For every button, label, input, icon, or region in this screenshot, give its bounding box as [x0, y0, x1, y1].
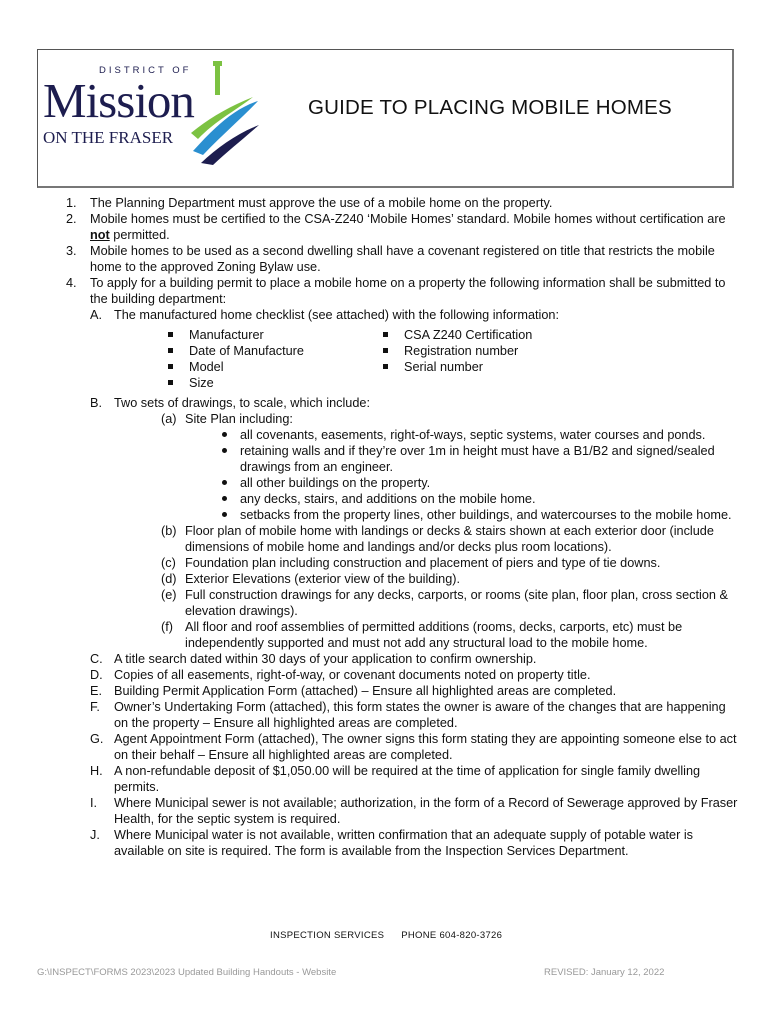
logo-top-text: DISTRICT OF [99, 65, 192, 76]
drawing-item: (d) Exterior Elevations (exterior view of the building). [161, 572, 461, 586]
district-logo [43, 59, 263, 169]
checklist-item: Size [168, 375, 383, 391]
sub-item-i: I. Where Municipal sewer is not available; authorization, in the form of a Record of Sewerage approved by Fraser Health, for the septic system is required. [90, 796, 738, 826]
drawing-item: (f) All floor and roof assemblies of permitted additions (rooms, decks, carports, etc) must be independently supported and must not add any structural load to the mobile home. [161, 620, 683, 650]
document-body [66, 195, 738, 859]
bullet-item: all covenants, easements, right-of-ways, septic systems, water courses and ponds. [220, 427, 738, 443]
logo-bottom-text: ON THE FRASER [43, 128, 174, 147]
tower-icon [215, 65, 220, 95]
footer-revised: REVISED: January 12, 2022 [544, 967, 665, 978]
list-item: 4. To apply for a building permit to place a mobile home on a property the following information shall be submitted to the building department: A. The manufactured home checklist (see attached) with the following information: Manufacturer Date of Manufacture Model Size CSA Z240 Certification Registration number Serial number B. Two sets of drawings, to scale, which include: (a) Site Plan including: all covenants, easements, right-of-ways, septic systems, water courses and ponds. retaining walls and if they’re over 1m in height must have a B1/B2 and signed/sealed drawings from an engineer. all other buildings on the property. any decks, stairs, and additions on the mobile home. setbacks from the property lines, other buildings, and watercourses to the mobile home. (b) Floor plan of mobile home with landings or decks & stairs shown at each exterior door (include dimensions of mobile home and landings and/or decks plus room locations). (c) Foundation plan including construction and placement of piers and type of tie downs. (d) Exterior Elevations (exterior view of the building). (e) Full construction drawings for any decks, carports, or rooms (site plan, floor plan, cross section & elevation drawings). (f) All floor and roof assemblies of permitted additions (rooms, decks, carports, etc) must be independently supported and must not add any structural load to the mobile home. C. A title search dated within 30 days of your application to confirm ownership. D. Copies of all easements, right-of-way, or covenant documents noted on property title. E. Building Permit Application Form (attached) – Ensure all highlighted areas are completed. F. Owner’s Undertaking Form (attached), this form states the owner is aware of the changes that are happening on the property – Ensure all highlighted areas are completed. G. Agent Appointment Form (attached), The owner signs this form stating they are appointing someone else to act on their behalf – Ensure all highlighted areas are completed. H. A non-refundable deposit of $1,050.00 will be required at the time of application for single family dwelling permits. I. Where Municipal sewer is not available; authorization, in the form of a Record of Sewerage approved by Fraser Health, for the septic system is required. J. Where Municipal water is not available, written confirmation that an adequate supply of potable water is available on site is required. The form is available from the Inspection Services Department. [66, 276, 738, 858]
sub-item-f: F. Owner’s Undertaking Form (attached), this form states the owner is aware of the changes that are happening on the property – Ensure all highlighted areas are completed. [90, 700, 726, 730]
sub-item-e: E. Building Permit Application Form (attached) – Ensure all highlighted areas are completed. [90, 684, 617, 698]
bullet-item: all other buildings on the property. [220, 475, 738, 491]
bullet-item: any decks, stairs, and additions on the mobile home. [220, 491, 738, 507]
sub-item-g: G. Agent Appointment Form (attached), The owner signs this form stating they are appointing someone else to act on their behalf – Ensure all highlighted areas are completed. [90, 732, 737, 762]
list-item: 1. The Planning Department must approve the use of a mobile home on the property. [66, 196, 553, 210]
bullet-item: setbacks from the property lines, other buildings, and watercourses to the mobile home. [220, 507, 738, 523]
footer-contact [270, 930, 502, 941]
checklist-item: Model [168, 359, 383, 375]
checklist [114, 327, 738, 391]
page-title: GUIDE TO PLACING MOBILE HOMES [308, 96, 672, 119]
drawing-item: (c) Foundation plan including construction and placement of piers and type of tie downs. [161, 556, 661, 570]
sub-item-h: H. A non-refundable deposit of $1,050.00 will be required at the time of application for single family dwelling permits. [90, 764, 701, 794]
checklist-item: Serial number [383, 359, 532, 375]
bullet-item: retaining walls and if they’re over 1m in height must have a B1/B2 and signed/sealed drawings from an engineer. [220, 443, 738, 475]
checklist-item: Registration number [383, 343, 532, 359]
emphasis-not: not [90, 228, 110, 242]
checklist-item: Date of Manufacture [168, 343, 383, 359]
checklist-item: CSA Z240 Certification [383, 327, 532, 343]
sub-item-j: J. Where Municipal water is not available, written confirmation that an adequate supply of potable water is available on site is required. The form is available from the Inspection Services Department. [90, 828, 694, 858]
checklist-col1 [168, 327, 383, 391]
list-item: 2. Mobile homes must be certified to the CSA-Z240 ‘Mobile Homes’ standard. Mobile homes without certification are not permitted. [66, 212, 726, 242]
sub-item-a: A. The manufactured home checklist (see attached) with the following information: Manufacturer Date of Manufacture Model Size CSA Z240 Certification Registration number Serial number [90, 307, 738, 391]
header-box [37, 49, 734, 188]
sub-item-b: B. Two sets of drawings, to scale, which include: (a) Site Plan including: all covenants, easements, right-of-ways, septic systems, water courses and ponds. retaining walls and if they’re over 1m in height must have a B1/B2 and signed/sealed drawings from an engineer. all other buildings on the property. any decks, stairs, and additions on the mobile home. setbacks from the property lines, other buildings, and watercourses to the mobile home. (b) Floor plan of mobile home with landings or decks & stairs shown at each exterior door (include dimensions of mobile home and landings and/or decks plus room locations). (c) Foundation plan including construction and placement of piers and type of tie downs. (d) Exterior Elevations (exterior view of the building). (e) Full construction drawings for any decks, carports, or rooms (site plan, floor plan, cross section & elevation drawings). (f) All floor and roof assemblies of permitted additions (rooms, decks, carports, etc) must be independently supported and must not add any structural load to the mobile home. [90, 395, 738, 651]
footer-file-path: G:\INSPECT\FORMS 2023\2023 Updated Building Handouts - Website [37, 967, 337, 978]
requirements-list [66, 195, 738, 859]
sub-item-c: C. A title search dated within 30 days of your application to confirm ownership. [90, 652, 537, 666]
checklist-item: Manufacturer [168, 327, 383, 343]
submission-list [90, 307, 738, 859]
drawing-item: (a) Site Plan including: all covenants, easements, right-of-ways, septic systems, water courses and ponds. retaining walls and if they’re over 1m in height must have a B1/B2 and signed/sealed drawings from an engineer. all other buildings on the property. any decks, stairs, and additions on the mobile home. setbacks from the property lines, other buildings, and watercourses to the mobile home. [161, 411, 738, 523]
logo-main-text: Mission [43, 73, 194, 128]
drawings-list [161, 411, 738, 651]
drawing-item: (b) Floor plan of mobile home with landings or decks & stairs shown at each exterior door (include dimensions of mobile home and landings and/or decks plus room locations). [161, 524, 714, 554]
list-item: 3. Mobile homes to be used as a second dwelling shall have a covenant registered on title that restricts the mobile home to the approved Zoning Bylaw use. [66, 244, 715, 274]
logo-graphic [43, 59, 263, 169]
drawing-item: (e) Full construction drawings for any decks, carports, or rooms (site plan, floor plan, cross section & elevation drawings). [161, 588, 728, 618]
footer-dept: INSPECTION SERVICES [270, 930, 385, 941]
checklist-col2 [383, 327, 532, 391]
site-plan-bullets [220, 427, 738, 523]
footer-phone: PHONE 604-820-3726 [401, 930, 503, 941]
sub-item-d: D. Copies of all easements, right-of-way, or covenant documents noted on property title. [90, 668, 591, 682]
